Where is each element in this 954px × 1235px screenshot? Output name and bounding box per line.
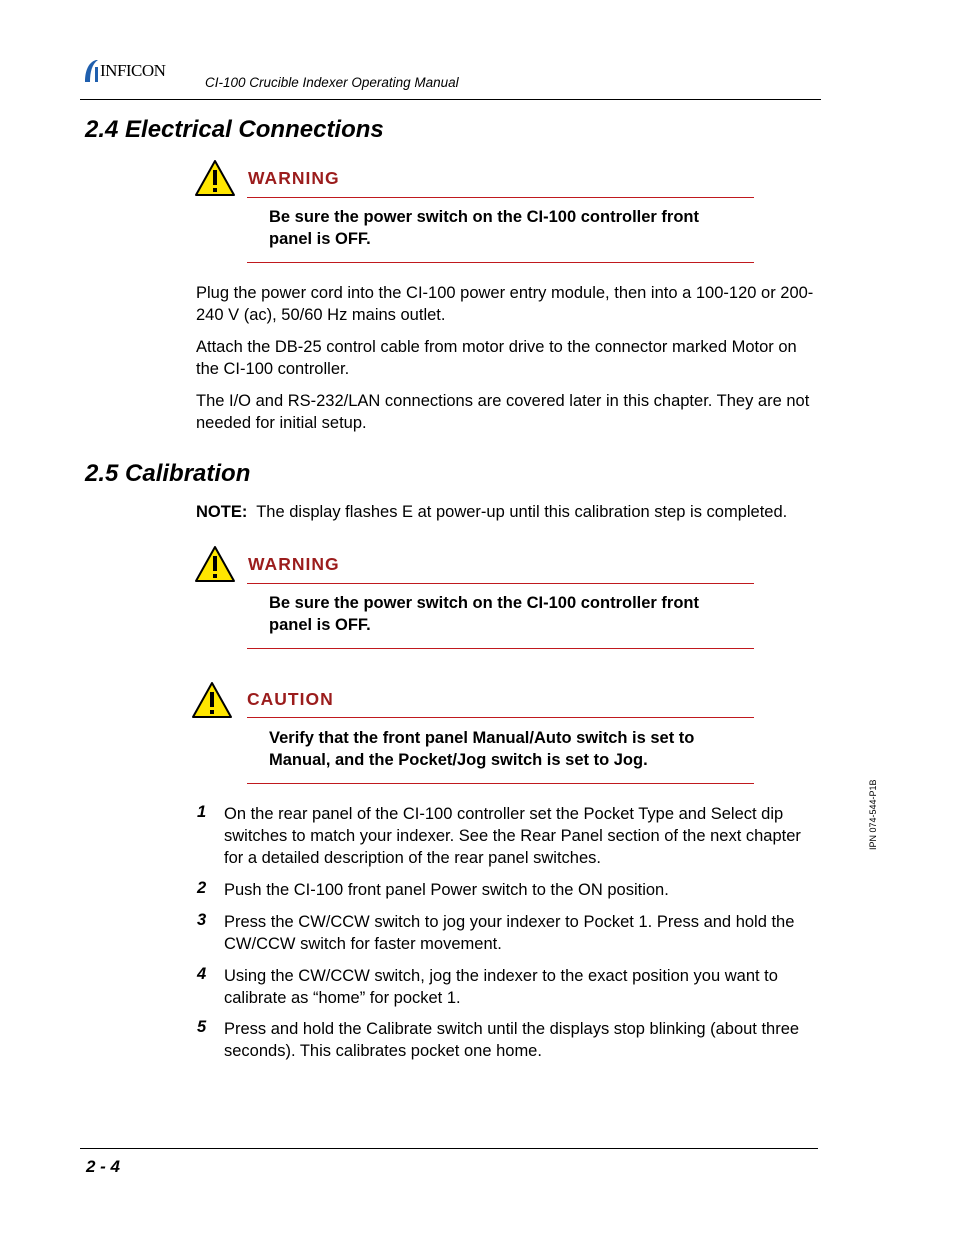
caution-label: CAUTION bbox=[247, 689, 334, 709]
warning-label: WARNING bbox=[248, 168, 340, 188]
step-text: Press and hold the Calibrate switch until the displays stop blinking (about three seconds). This calibrates pocket one home. bbox=[224, 1020, 800, 1060]
warning-body: Be sure the power switch on the CI-100 controller front panel is OFF. bbox=[269, 594, 699, 634]
note-text: The display flashes E at power-up until this calibration step is completed. bbox=[256, 503, 788, 521]
inficon-logo bbox=[82, 58, 197, 84]
step-text: On the rear panel of the CI-100 controller set the Pocket Type and Select dip switches to match your indexer. See the Rear Panel section of the next chapter for a detailed description of the rear panel switches. bbox=[224, 805, 801, 867]
document-code: IPN 074-544-P1B bbox=[868, 779, 878, 850]
section-heading-electrical: 2.4 Electrical Connections bbox=[85, 116, 384, 143]
step-text: Using the CW/CCW switch, jog the indexer to the exact position you want to calibrate as “home” for pocket 1. bbox=[224, 967, 778, 1007]
step-number: 5 bbox=[197, 1018, 207, 1036]
note bbox=[196, 501, 821, 523]
caution-triangle-icon bbox=[191, 681, 233, 719]
footer-rule bbox=[80, 1148, 818, 1149]
step-number: 3 bbox=[197, 911, 207, 929]
caution-rule-bottom bbox=[247, 783, 754, 784]
paragraph: The I/O and RS-232/LAN connections are covered later in this chapter. They are not needed for initial setup. bbox=[196, 392, 810, 432]
warning-triangle-icon bbox=[194, 159, 236, 197]
warning-rule-bottom bbox=[247, 262, 754, 263]
step-number: 2 bbox=[197, 879, 207, 897]
step-text: Push the CI-100 front panel Power switch to the ON position. bbox=[224, 881, 669, 899]
warning-body: Be sure the power switch on the CI-100 controller front panel is OFF. bbox=[269, 208, 699, 248]
logo-mark-icon bbox=[82, 58, 100, 84]
caution-body: Verify that the front panel Manual/Auto switch is set to Manual, and the Pocket/Jog switch is set to Jog. bbox=[269, 729, 695, 769]
paragraph: Plug the power cord into the CI-100 power entry module, then into a 100-120 or 200-240 V (ac), 50/60 Hz mains outlet. bbox=[196, 284, 814, 324]
header-rule bbox=[80, 99, 821, 100]
manual-title: CI-100 Crucible Indexer Operating Manual bbox=[205, 75, 459, 90]
section-heading-calibration: 2.5 Calibration bbox=[85, 460, 251, 487]
note-label: NOTE: bbox=[196, 503, 248, 521]
page-number: 2 - 4 bbox=[86, 1157, 121, 1176]
warning-rule-top bbox=[247, 583, 754, 584]
step-text: Press the CW/CCW switch to jog your indexer to Pocket 1. Press and hold the CW/CCW switch for faster movement. bbox=[224, 913, 795, 953]
caution-rule-top bbox=[247, 717, 754, 718]
warning-triangle-icon bbox=[194, 545, 236, 583]
warning-rule-bottom bbox=[247, 648, 754, 649]
warning-label: WARNING bbox=[248, 554, 340, 574]
step-number: 4 bbox=[197, 965, 207, 983]
paragraph: Attach the DB-25 control cable from motor drive to the connector marked Motor on the CI-100 controller. bbox=[196, 338, 797, 378]
step-number: 1 bbox=[197, 803, 207, 821]
warning-rule-top bbox=[247, 197, 754, 198]
logo-wordmark: INFICON bbox=[100, 61, 166, 80]
